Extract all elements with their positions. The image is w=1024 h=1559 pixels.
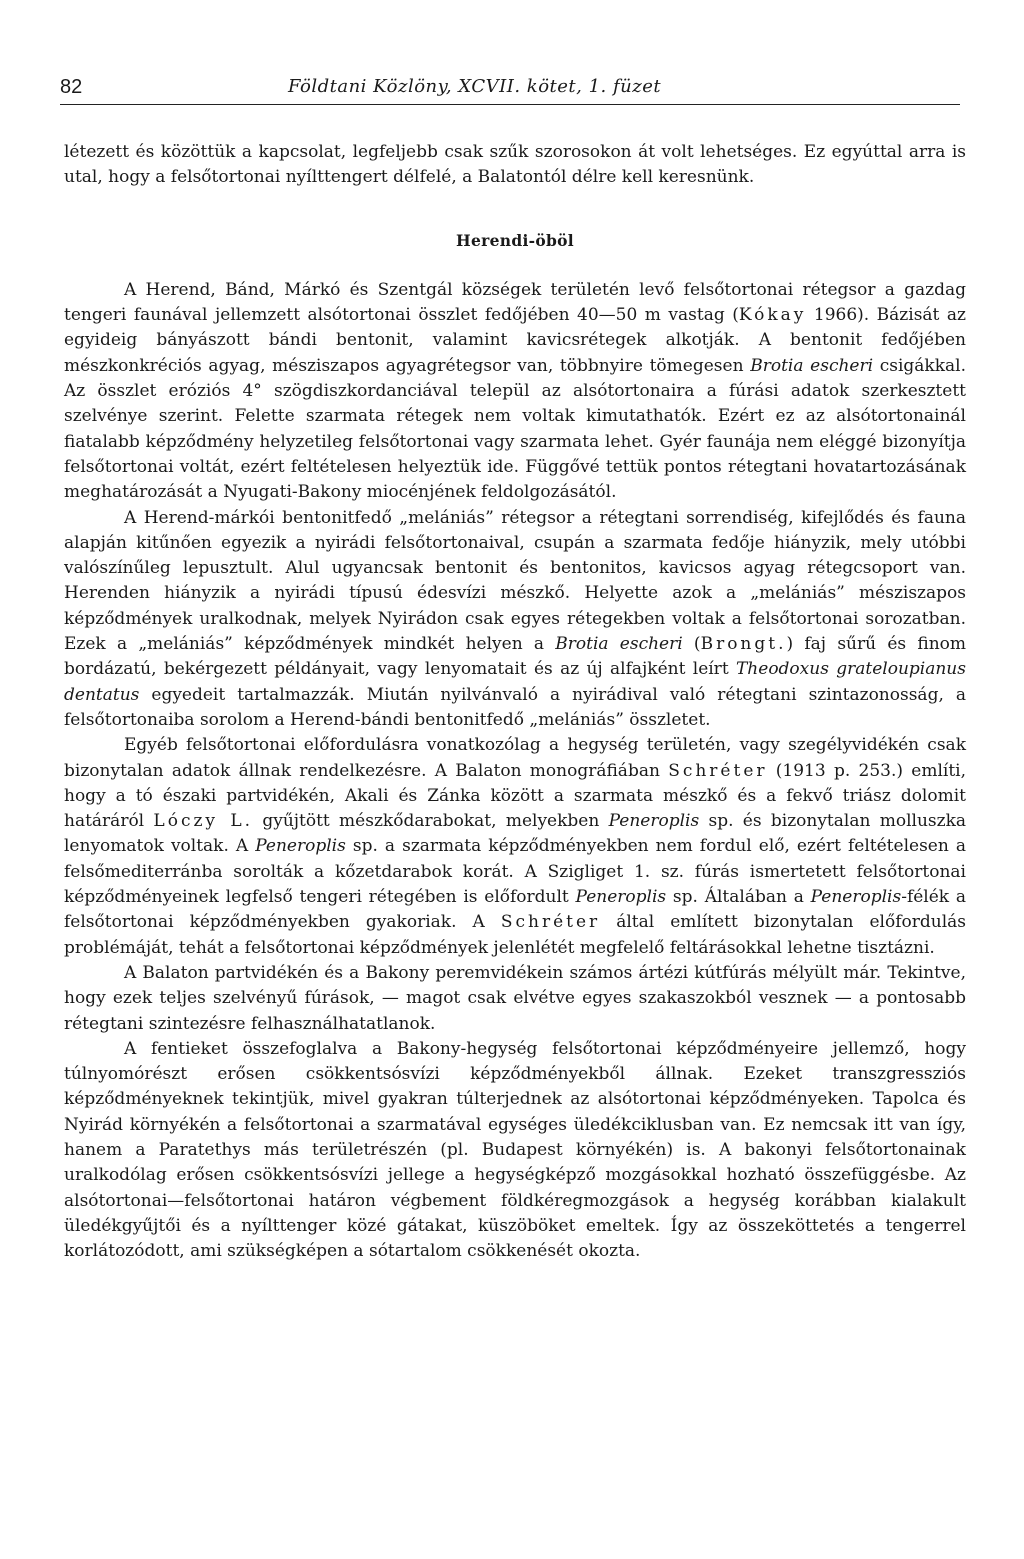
text-run: sp. a szarmata képződményekben nem fordul elő, ezért feltételesen a felsőmediterránba sorolták a kőzetdarabok korát. A Szigliget 1. sz. fúrás ismertetett felsőtortonai képződményeinek legfelső tengeri rétegében is előfordult — [64, 836, 966, 908]
section-heading: Herendi-öböl — [456, 230, 574, 250]
author-name: Brongt. — [700, 634, 787, 655]
author-name: Schréter — [500, 912, 601, 933]
text-run: -félék a felsőtortonai képződményekben gyakoriak. A — [64, 887, 967, 933]
page-number: 82 — [60, 76, 83, 98]
paragraph-4: A Balaton partvidékén és a Bakony peremvidékein számos ártézi kútfúrás mélyült már. Tekintve, hogy ezek teljes szelvényű fúrások, — magot csak elvétve egyes szakaszokból vesznek — a pontosabb rétegtani szintezésre felhasználhatatlanok. — [64, 962, 966, 1034]
text-run: egyedeit tartalmazzák. Miután nyilvánvaló a nyirádival való rétegtani szintazonosság, a felsőtortonaiba sorolom a Herend-bándi bentonitfedő „melániás” összletet. — [64, 684, 966, 730]
paragraph-1 — [64, 278, 966, 506]
taxon-name: Peneroplis — [575, 887, 667, 908]
running-title: Földtani Közlöny, XCVII. kötet, 1. füzet — [288, 76, 662, 97]
text-run: A Herend-márkói bentonitfedő „melániás” rétegsor a rétegtani sorrendiség, kifejlődés és fauna alapján kitűnően egyezik a nyirádi felsőtortonaival, csupán a szarmata fedője hiányzik, mely utóbbi valószínűleg lepusztult. Alul ugyancsak bentonit és bentonitos, kavicsos agyag rétegcsoport van. Herenden hiányzik a nyirádi típusú édesvízi mészkő. Helyette azok a „melániás” mésziszapos képződmények uralkodnak, melyek Nyirádon csak egyes rétegekben voltak a felsőtortonai sorozatban. Ezek a „melániás” képződmények mindkét helyen a — [64, 507, 966, 655]
taxon-name: Brotia escheri — [555, 634, 683, 655]
text-run: csigákkal. Az összlet eróziós 4° szögdiszkordanciával települ az alsótortonaira a fúrási adatok szerkesztett szelvénye szerint. Felette szarmata rétegek nem voltak kimutathatók. Ezért ez az alsótortonainál fiatalabb képződmény helyzetileg felsőtortonai vagy szarmata lehet. Gyér faunája nem eléggé bizonyítja felsőtortonai voltát, ezért feltételesen helyeztük ide. Függővé tettük pontos rétegtani hovatartozásának meghatározását a Nyugati-Bakony miocénjének feldolgozásától. — [64, 355, 967, 503]
text-run: 1966). Bázisát az egyideig bányászott bándi bentonit, valamint kavicsrétegek alkotják. A bentonit fedőjében mészkonkréciós agyag, mésziszapos agyagrétegsor van, többnyire tömegesen — [64, 305, 966, 376]
paragraph-5: A fentieket összefoglalva a Bakony-hegység felsőtortonai képződményeire jellemző, hogy túlnyomórészt erősen csökkentsósvízi képződményekből állnak. Ezeket transzgressziós képződményeknek tekintjük, mivel gyakran túlterjednek az alsótortonai képződményeken. Tapolca és Nyirád környékén a felsőtortonai a szarmatával egységes üledékciklusban van. Ez nemcsak itt van így, hanem a Paratethys más területrészén (pl. Budapest környékén) is. A bakonyi felsőtortonainak uralkodólag erősen csökkentsósvízi jellege a hegységképző mozgásokkal hozható összefüggésbe. Az alsótortonai—felsőtortonai határon végbement földkéregmozgások a hegység korábban kialakult üledékgyűjtői és a nyílttenger közé gátakat, küszöböket emeltek. Így az összeköttetés a tengerrel korlátozódott, ami szükségképen a sótartalom csökkenését okozta. — [64, 1038, 966, 1262]
text-run: A Herend, Bánd, Márkó és Szentgál községek területén levő felsőtortonai rétegsor a gazdag tengeri faunával jellemzett alsótortonai összlet fedőjében 40—50 m vastag ( — [64, 279, 966, 326]
author-name: Kókay — [738, 305, 807, 326]
text-run: gyűjtött mészkődarabokat, melyekben — [253, 811, 609, 832]
text-run: Egyéb felsőtortonai előfordulásra vonatkozólag a hegység területén, vagy szegélyvidékén csak bizonytalan adatok állnak rendelkezésre. A Balaton monográfiában — [64, 735, 966, 781]
text-run: által említett bizonytalan előfordulás problémáját, tehát a felsőtortonai képződmények jelenlétét megfelelő feltárásokkal lehetne tisztázni. — [64, 912, 966, 958]
taxon-name: Peneroplis — [810, 887, 902, 908]
text-run: ( — [682, 634, 701, 655]
intro-paragraph: létezett és közöttük a kapcsolat, legfeljebb csak szűk szorosokon át volt lehetséges. Ez egyúttal arra is utal, hogy a felsőtortonai nyílttengert délfelé, a Balatontól délre kell keresnünk. — [64, 142, 966, 188]
paragraph-3 — [64, 733, 966, 961]
text-run: (1913 p. 253.) említi, hogy a tó északi partvidékén, Akali és Zánka között a szarmata mészkő és a fekvő triász dolomit határáról — [64, 760, 966, 832]
body-text — [64, 140, 966, 1264]
author-name: Lóczy L. — [153, 811, 254, 832]
page-header — [60, 74, 960, 105]
author-name: Schréter — [668, 760, 768, 781]
text-run: sp. és bizonytalan molluszka lenyomatok voltak. A — [64, 811, 967, 857]
taxon-name: Brotia escheri — [750, 355, 874, 376]
taxon-name: Theodoxus grateloupianus dentatus — [64, 659, 966, 705]
text-run: ) faj sűrű és finom bordázatú, bekérgezett példányait, vagy lenyomatait és az új alfajként leírt — [64, 634, 966, 680]
text-run: sp. Általában a — [666, 887, 811, 908]
taxon-name: Peneroplis — [608, 811, 700, 832]
taxon-name: Peneroplis — [255, 836, 346, 857]
paragraph-2 — [64, 506, 966, 734]
